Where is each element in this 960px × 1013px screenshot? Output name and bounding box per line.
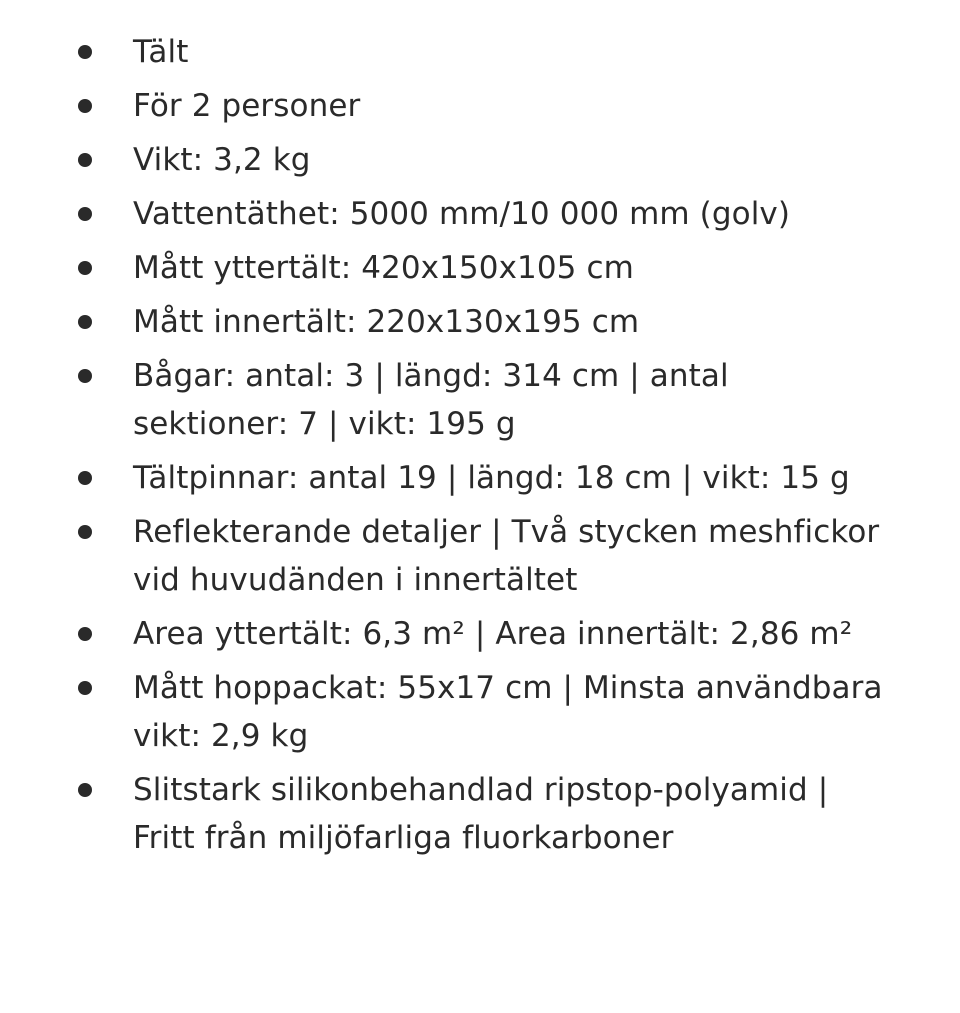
bullet-icon (78, 99, 92, 113)
list-item (0, 454, 960, 502)
list-item (0, 766, 960, 862)
spec-list (0, 28, 960, 868)
list-item-text: Tält (133, 34, 189, 70)
bullet-icon (78, 153, 92, 167)
bullet-icon (78, 681, 92, 695)
bullet-icon (78, 471, 92, 485)
bullet-icon (78, 525, 92, 539)
bullet-icon (78, 369, 92, 383)
list-item (0, 136, 960, 184)
list-item (0, 610, 960, 658)
bullet-icon (78, 783, 92, 797)
list-item-text: För 2 personer (133, 88, 361, 124)
bullet-icon (78, 207, 92, 221)
list-item-text: Slitstark silikonbehandlad ripstop-polyamid | Fritt från miljöfarliga fluorkarboner (133, 772, 829, 856)
list-item-text: Reflekterande detaljer | Två stycken meshfickor vid huvudänden i innertältet (133, 514, 880, 598)
bullet-icon (78, 315, 92, 329)
list-item (0, 244, 960, 292)
list-item-text: Bågar: antal: 3 | längd: 314 cm | antal sektioner: 7 | vikt: 195 g (133, 358, 729, 442)
list-item (0, 28, 960, 76)
list-item (0, 508, 960, 604)
list-item (0, 664, 960, 760)
list-item (0, 352, 960, 448)
list-item (0, 298, 960, 346)
bullet-icon (78, 261, 92, 275)
list-item-text: Area yttertält: 6,3 m² | Area innertält: 2,86 m² (133, 616, 853, 652)
list-item (0, 82, 960, 130)
list-item-text: Vikt: 3,2 kg (133, 142, 311, 178)
list-item-text: Mått innertält: 220x130x195 cm (133, 304, 640, 340)
list-item-text: Vattentäthet: 5000 mm/10 000 mm (golv) (133, 196, 791, 232)
list-item (0, 190, 960, 238)
bullet-icon (78, 627, 92, 641)
list-item-text: Tältpinnar: antal 19 | längd: 18 cm | vikt: 15 g (133, 460, 850, 496)
list-item-text: Mått yttertält: 420x150x105 cm (133, 250, 634, 286)
bullet-icon (78, 45, 92, 59)
list-item-text: Mått hoppackat: 55x17 cm | Minsta användbara vikt: 2,9 kg (133, 670, 883, 754)
